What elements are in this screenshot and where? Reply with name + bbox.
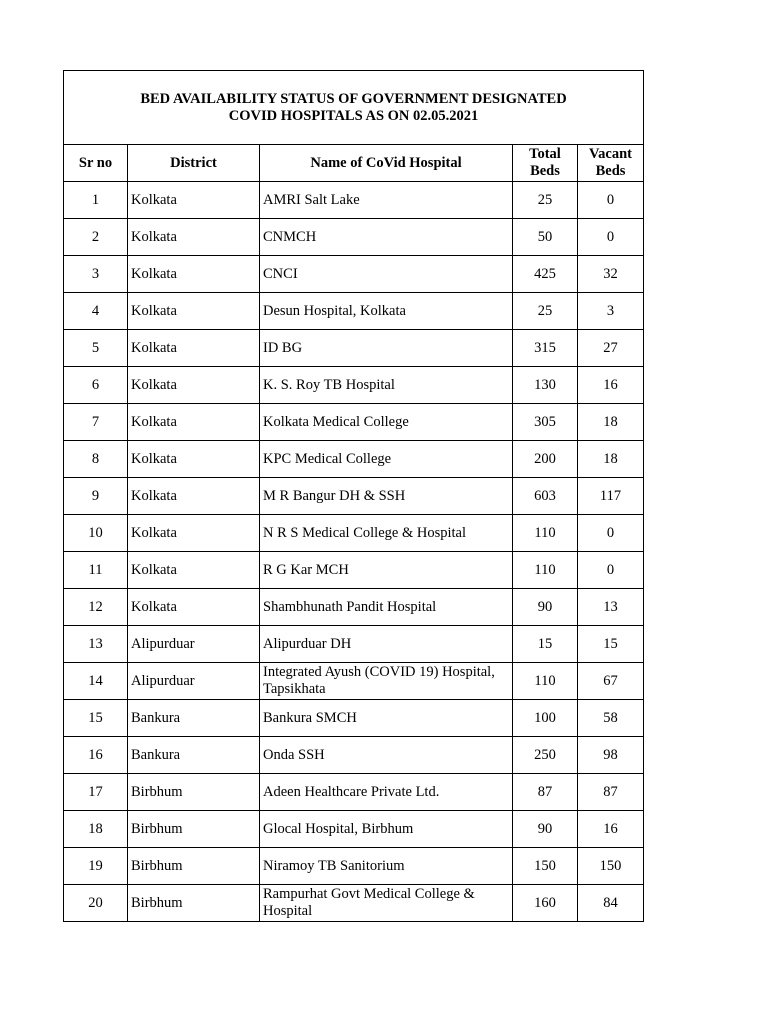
- cell-hospital-name: Adeen Healthcare Private Ltd.: [260, 774, 513, 811]
- table-row: [64, 663, 644, 700]
- cell-hospital-name: KPC Medical College: [260, 441, 513, 478]
- cell-total-beds: 90: [513, 811, 578, 848]
- cell-sr-no: 13: [64, 626, 128, 663]
- table-row: [64, 219, 644, 256]
- cell-vacant-beds: 150: [578, 848, 644, 885]
- cell-hospital-name: Shambhunath Pandit Hospital: [260, 589, 513, 626]
- table-row: [64, 182, 644, 219]
- cell-total-beds: 160: [513, 885, 578, 922]
- header-row: [64, 145, 644, 182]
- cell-district: Kolkata: [128, 219, 260, 256]
- cell-total-beds: 110: [513, 515, 578, 552]
- cell-sr-no: 10: [64, 515, 128, 552]
- header-total-beds: Total Beds: [513, 145, 578, 182]
- document-title: [64, 71, 644, 145]
- cell-district: Kolkata: [128, 256, 260, 293]
- cell-sr-no: 6: [64, 367, 128, 404]
- cell-hospital-name: Niramoy TB Sanitorium: [260, 848, 513, 885]
- cell-hospital-name: CNMCH: [260, 219, 513, 256]
- cell-vacant-beds: 18: [578, 441, 644, 478]
- table-row: [64, 848, 644, 885]
- header-hospital: Name of CoVid Hospital: [260, 145, 513, 182]
- cell-hospital-name: Desun Hospital, Kolkata: [260, 293, 513, 330]
- table-row: [64, 700, 644, 737]
- table-row: [64, 293, 644, 330]
- cell-total-beds: 25: [513, 182, 578, 219]
- table-row: [64, 885, 644, 922]
- header-vacant-beds: Vacant Beds: [578, 145, 644, 182]
- cell-total-beds: 130: [513, 367, 578, 404]
- cell-hospital-name: Kolkata Medical College: [260, 404, 513, 441]
- header-district: District: [128, 145, 260, 182]
- table-body: [64, 182, 644, 922]
- cell-total-beds: 110: [513, 663, 578, 700]
- cell-hospital-name: Onda SSH: [260, 737, 513, 774]
- cell-vacant-beds: 15: [578, 626, 644, 663]
- cell-total-beds: 200: [513, 441, 578, 478]
- cell-vacant-beds: 0: [578, 515, 644, 552]
- cell-total-beds: 110: [513, 552, 578, 589]
- cell-district: Kolkata: [128, 589, 260, 626]
- cell-district: Kolkata: [128, 404, 260, 441]
- cell-district: Bankura: [128, 737, 260, 774]
- table-row: [64, 626, 644, 663]
- cell-sr-no: 16: [64, 737, 128, 774]
- cell-sr-no: 5: [64, 330, 128, 367]
- cell-vacant-beds: 3: [578, 293, 644, 330]
- cell-sr-no: 7: [64, 404, 128, 441]
- cell-district: Kolkata: [128, 330, 260, 367]
- cell-district: Kolkata: [128, 182, 260, 219]
- cell-district: Bankura: [128, 700, 260, 737]
- cell-total-beds: 90: [513, 589, 578, 626]
- cell-district: Alipurduar: [128, 663, 260, 700]
- cell-total-beds: 50: [513, 219, 578, 256]
- table-row: [64, 478, 644, 515]
- cell-district: Kolkata: [128, 552, 260, 589]
- cell-total-beds: 15: [513, 626, 578, 663]
- cell-sr-no: 20: [64, 885, 128, 922]
- table-row: [64, 515, 644, 552]
- cell-sr-no: 2: [64, 219, 128, 256]
- cell-district: Birbhum: [128, 885, 260, 922]
- cell-vacant-beds: 117: [578, 478, 644, 515]
- cell-sr-no: 12: [64, 589, 128, 626]
- table-row: [64, 330, 644, 367]
- cell-hospital-name: AMRI Salt Lake: [260, 182, 513, 219]
- cell-sr-no: 17: [64, 774, 128, 811]
- table-row: [64, 552, 644, 589]
- cell-sr-no: 19: [64, 848, 128, 885]
- table-row: [64, 441, 644, 478]
- cell-hospital-name: N R S Medical College & Hospital: [260, 515, 513, 552]
- cell-sr-no: 15: [64, 700, 128, 737]
- cell-hospital-name: CNCI: [260, 256, 513, 293]
- cell-vacant-beds: 0: [578, 182, 644, 219]
- header-sr-no: Sr no: [64, 145, 128, 182]
- cell-district: Birbhum: [128, 848, 260, 885]
- bed-availability-table: [63, 70, 644, 922]
- cell-vacant-beds: 67: [578, 663, 644, 700]
- table-row: [64, 737, 644, 774]
- cell-district: Kolkata: [128, 293, 260, 330]
- cell-sr-no: 8: [64, 441, 128, 478]
- cell-sr-no: 18: [64, 811, 128, 848]
- cell-vacant-beds: 27: [578, 330, 644, 367]
- cell-total-beds: 603: [513, 478, 578, 515]
- cell-vacant-beds: 13: [578, 589, 644, 626]
- cell-vacant-beds: 84: [578, 885, 644, 922]
- cell-total-beds: 150: [513, 848, 578, 885]
- cell-vacant-beds: 87: [578, 774, 644, 811]
- cell-vacant-beds: 0: [578, 552, 644, 589]
- table-row: [64, 256, 644, 293]
- cell-hospital-name: M R Bangur DH & SSH: [260, 478, 513, 515]
- table-row: [64, 589, 644, 626]
- table-row: [64, 404, 644, 441]
- cell-total-beds: 305: [513, 404, 578, 441]
- cell-hospital-name: Alipurduar DH: [260, 626, 513, 663]
- cell-hospital-name: ID BG: [260, 330, 513, 367]
- title-row: [64, 71, 644, 145]
- cell-vacant-beds: 98: [578, 737, 644, 774]
- cell-vacant-beds: 16: [578, 367, 644, 404]
- cell-hospital-name: Rampurhat Govt Medical College & Hospital: [260, 885, 513, 922]
- cell-total-beds: 315: [513, 330, 578, 367]
- cell-total-beds: 425: [513, 256, 578, 293]
- cell-sr-no: 9: [64, 478, 128, 515]
- cell-vacant-beds: 18: [578, 404, 644, 441]
- cell-hospital-name: R G Kar MCH: [260, 552, 513, 589]
- cell-hospital-name: Bankura SMCH: [260, 700, 513, 737]
- cell-total-beds: 25: [513, 293, 578, 330]
- cell-hospital-name: Integrated Ayush (COVID 19) Hospital, Tapsikhata: [260, 663, 513, 700]
- cell-total-beds: 250: [513, 737, 578, 774]
- cell-district: Kolkata: [128, 515, 260, 552]
- cell-district: Kolkata: [128, 441, 260, 478]
- cell-vacant-beds: 32: [578, 256, 644, 293]
- cell-vacant-beds: 16: [578, 811, 644, 848]
- cell-district: Birbhum: [128, 774, 260, 811]
- cell-district: Alipurduar: [128, 626, 260, 663]
- cell-sr-no: 3: [64, 256, 128, 293]
- cell-district: Kolkata: [128, 367, 260, 404]
- title-line-1: BED AVAILABILITY STATUS OF GOVERNMENT DESIGNATED: [140, 90, 567, 107]
- cell-sr-no: 4: [64, 293, 128, 330]
- table-row: [64, 811, 644, 848]
- cell-total-beds: 100: [513, 700, 578, 737]
- cell-vacant-beds: 58: [578, 700, 644, 737]
- cell-hospital-name: K. S. Roy TB Hospital: [260, 367, 513, 404]
- cell-hospital-name: Glocal Hospital, Birbhum: [260, 811, 513, 848]
- cell-district: Birbhum: [128, 811, 260, 848]
- title-line-2: COVID HOSPITALS AS ON 02.05.2021: [228, 107, 479, 124]
- cell-vacant-beds: 0: [578, 219, 644, 256]
- cell-sr-no: 11: [64, 552, 128, 589]
- cell-district: Kolkata: [128, 478, 260, 515]
- table-row: [64, 774, 644, 811]
- cell-sr-no: 1: [64, 182, 128, 219]
- cell-total-beds: 87: [513, 774, 578, 811]
- cell-sr-no: 14: [64, 663, 128, 700]
- table-row: [64, 367, 644, 404]
